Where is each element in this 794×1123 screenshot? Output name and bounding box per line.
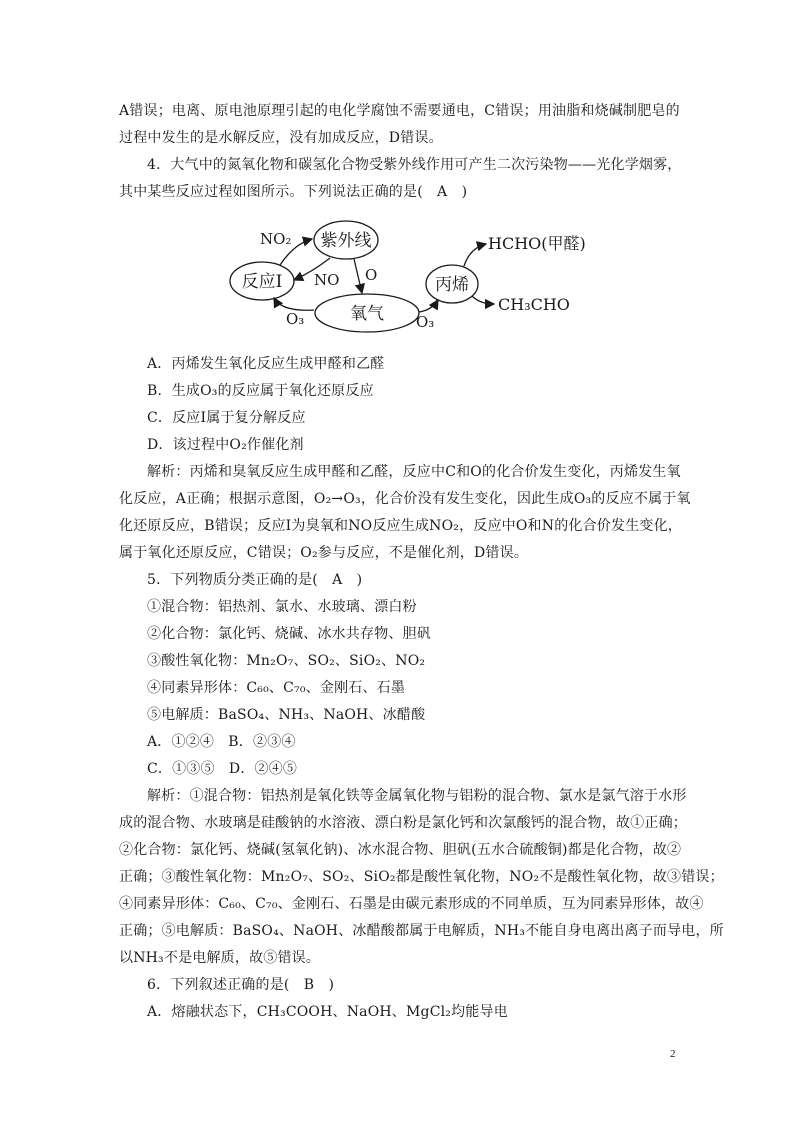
arrow-oxygen-to-propene bbox=[419, 300, 438, 312]
arrow-oxygen-to-reaction bbox=[274, 298, 314, 310]
option-4a: A．丙烯发生氧化反应生成甲醛和乙醛 bbox=[147, 356, 385, 372]
option-6a: A．熔融状态下，CH₃COOH、NaOH、MgCl₂均能导电 bbox=[147, 1004, 508, 1020]
arrow-propene-to-ch3cho bbox=[472, 296, 494, 304]
question-5-stem: 5．下列物质分类正确的是( A ) bbox=[147, 572, 363, 588]
question-6-stem: 6．下列叙述正确的是( B ) bbox=[147, 977, 335, 993]
option-4b: B．生成O₃的反应属于氧化还原反应 bbox=[147, 383, 374, 399]
label-no: NO bbox=[314, 271, 340, 289]
options-5-ab: A．①②④ B．②③④ bbox=[147, 734, 296, 750]
analysis-5-line-4: 正确；③酸性氧化物：Mn₂O₇、SO₂、SiO₂都是酸性氧化物，NO₂不是酸性氧化物，故③错误； bbox=[119, 869, 724, 885]
label-o: O bbox=[365, 266, 378, 284]
node-uv-label: 紫外线 bbox=[320, 231, 372, 251]
analysis-4-line-2: 化反应，A正确；根据示意图，O₂→O₃，化合价没有发生变化，因此生成O₃的反应不属于氧 bbox=[119, 491, 691, 507]
analysis-5-line-3: ②化合物：氯化钙、烧碱(氢氧化钠)、冰水混合物、胆矾(五水合硫酸铜)都是化合物，故② bbox=[119, 842, 682, 858]
analysis-5-line-5: ④同素异形体：C₆₀、C₇₀、金刚石、石墨是由碳元素形成的不同单质，互为同素异形体，故④ bbox=[119, 896, 704, 912]
product-hcho: HCHO(甲醛) bbox=[488, 234, 586, 253]
item-5-2: ②化合物：氯化钙、烧碱、冰水共存物、胆矾 bbox=[147, 626, 431, 642]
node-propene-label: 丙烯 bbox=[435, 275, 469, 295]
item-5-5: ⑤电解质：BaSO₄、NH₃、NaOH、冰醋酸 bbox=[147, 707, 426, 723]
item-5-3: ③酸性氧化物：Mn₂O₇、SO₂、SiO₂、NO₂ bbox=[147, 653, 426, 669]
option-4d: D．该过程中O₂作催化剂 bbox=[147, 437, 304, 453]
item-5-4: ④同素异形体：C₆₀、C₇₀、金刚石、石墨 bbox=[147, 680, 406, 696]
analysis-5-line-1: 解析：①混合物：铝热剂是氧化铁等金属氧化物与铝粉的混合物、氯水是氯气溶于水形 bbox=[147, 788, 687, 804]
line-1: A错误；电离、原电池原理引起的电化学腐蚀不需要通电，C错误；用油脂和烧碱制肥皂的 bbox=[119, 103, 680, 119]
options-5-cd: C．①③⑤ D．②④⑤ bbox=[147, 761, 298, 777]
node-reaction-label: 反应Ⅰ bbox=[241, 272, 283, 292]
node-oxygen-label: 氧气 bbox=[350, 304, 384, 324]
product-ch3cho: CH₃CHO bbox=[498, 295, 570, 314]
analysis-4-line-1: 解析：丙烯和臭氧反应生成甲醛和乙醛，反应中C和O的化合价发生变化，丙烯发生氧 bbox=[147, 464, 681, 480]
label-o3-left: O₃ bbox=[286, 310, 305, 328]
question-4-stem-cont: 其中某些反应过程如图所示。下列说法正确的是( A ) bbox=[119, 184, 468, 200]
page-number: 2 bbox=[670, 1048, 676, 1060]
reaction-diagram bbox=[222, 214, 602, 334]
question-4-stem: 4．大气中的氮氧化物和碳氢化合物受紫外线作用可产生二次污染物——光化学烟雾， bbox=[147, 157, 682, 173]
analysis-5-line-2: 成的混合物、水玻璃是硅酸钠的水溶液、漂白粉是氯化钙和次氯酸钙的混合物，故①正确； bbox=[119, 815, 687, 831]
label-no2: NO₂ bbox=[260, 230, 292, 248]
arrow-propene-to-hcho bbox=[464, 244, 486, 266]
analysis-4-line-3: 化还原反应，B错误；反应Ⅰ为臭氧和NO反应生成NO₂，反应中O和N的化合价发生变化， bbox=[119, 518, 683, 534]
arrow-uv-to-oxygen bbox=[354, 259, 362, 293]
analysis-5-line-7: 以NH₃不是电解质，故⑤错误。 bbox=[119, 950, 321, 966]
option-4c: C．反应Ⅰ属于复分解反应 bbox=[147, 410, 306, 426]
analysis-4-line-4: 属于氧化还原反应，C错误；O₂参与反应，不是催化剂，D错误。 bbox=[119, 545, 529, 561]
label-o3-right: O₃ bbox=[416, 313, 435, 331]
line-2: 过程中发生的是水解反应，没有加成反应，D错误。 bbox=[119, 130, 443, 146]
analysis-5-line-6: 正确；⑤电解质：BaSO₄、NaOH、冰醋酸都属于电解质，NH₃不能自身电离出离子而导电，所 bbox=[119, 923, 724, 939]
item-5-1: ①混合物：铝热剂、氯水、水玻璃、漂白粉 bbox=[147, 599, 417, 615]
